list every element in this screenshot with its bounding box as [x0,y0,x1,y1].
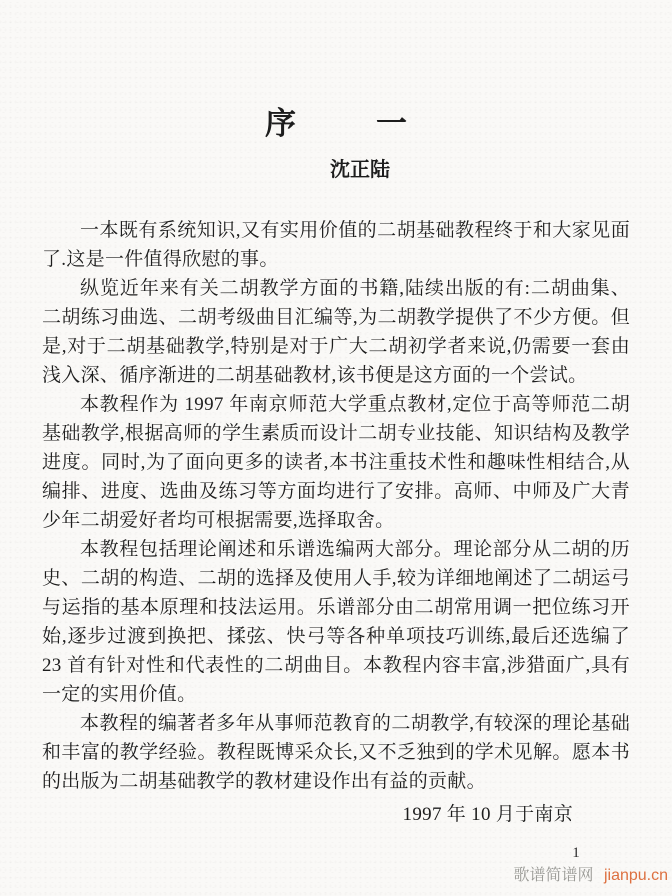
paragraph-1: 一本既有系统知识,又有实用价值的二胡基础教程终于和大家见面了.这是一件值得欣慰的事。 [42,220,630,270]
watermark [513,866,668,886]
paragraph-4: 本教程包括理论阐述和乐谱选编两大部分。理论部分从二胡的历史、二胡的构造、二胡的选择及使用人手,较为详细地阐述了二胡运弓与运指的基本原理和技法运用。乐谱部分由二胡常用调一把位练习开始,逐步过渡到换把、揉弦、快弓等各种单项技巧训练,最后还选编了 23 首有针对性和代表性的二胡曲目。本教程内容丰富,涉猎面广,具有一定的实用价值。 [42,539,630,705]
date-signature-line: 1997 年 10 月于南京 [402,804,573,825]
paragraph-3: 本教程作为 1997 年南京师范大学重点教材,定位于高等师范二胡基础教学,根据高师的学生素质而设计二胡专业技能、知识结构及教学进度。同时,为了面向更多的读者,本书注重技术性和趣味性相结合,从编排、进度、选曲及练习等方面均进行了安排。高师、中师及广大青少年二胡爱好者均可根据需要,选择取舍。 [42,394,630,531]
watermark-domain: jianpu.cn [603,867,668,884]
paragraph-2: 纵览近年来有关二胡教学方面的书籍,陆续出版的有:二胡曲集、二胡练习曲选、二胡考级曲目汇编等,为二胡教学提供了不少方便。但是,对于二胡基础教学,特别是对于广大二胡初学者来说,仍需要一套由浅入深、循序渐进的二胡基础教材,该书便是这方面的一个尝试。 [42,278,630,386]
title-char-yi: 一 [376,106,407,141]
watermark-site-name: 歌谱简谱网 [513,867,594,884]
paragraph-5: 本教程的编著者多年从事师范教育的二胡教学,有较深的理论基础和丰富的教学经验。教程既博采众长,又不乏独到的学术见解。愿本书的出版为二胡基础教学的教材建设作出有益的贡献。 [42,713,630,792]
preface-body [42,216,630,829]
title-char-xu: 序 [265,106,296,141]
page-title [0,106,672,142]
author-name: 沈正陆 [330,159,390,181]
page-number: 1 [572,845,580,861]
